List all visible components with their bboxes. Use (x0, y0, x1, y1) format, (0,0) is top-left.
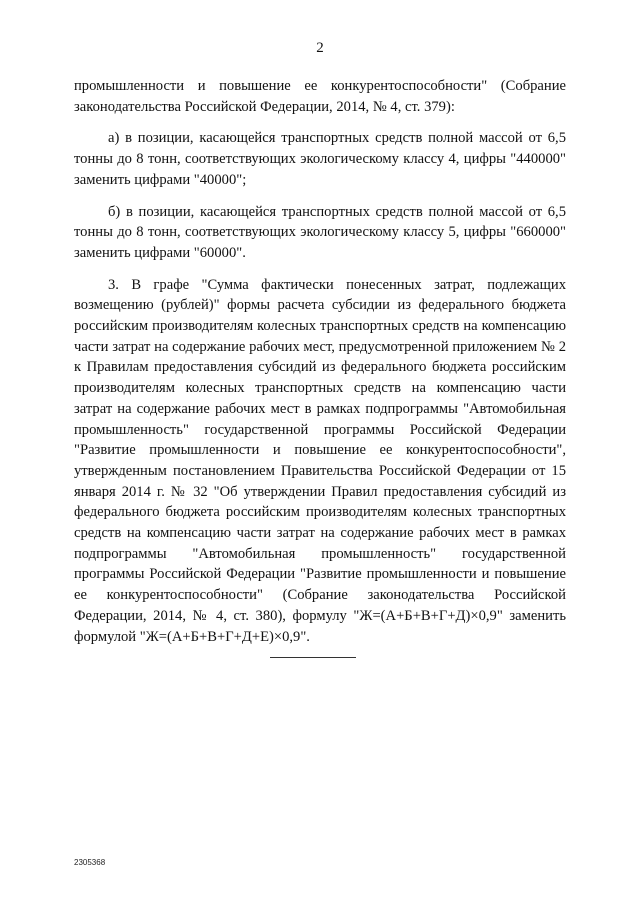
paragraph-item-3: 3. В графе "Сумма фактически понесенных затрат, подлежащих возмещению (рублей)" формы расчета субсидии из федерального бюджета российским производителям колесных транспортных средств на компенсацию части затрат на содержание рабочих мест, предусмотренной приложением № 2 к Правилам предоставления субсидий из федерального бюджета российским производителям колесных транспортных средств на компенсацию части затрат на содержание рабочих мест в рамках подпрограммы "Автомобильная промышленность" государственной программы Российской Федерации "Развитие промышленности и повышение ее конкурентоспособности", утвержденным постановлением Правительства Российской Федерации от 15 января 2014 г. № 32 "Об утверждении Правил предоставления субсидий из федерального бюджета российским производителям колесных транспортных средств на компенсацию части затрат на содержание рабочих мест в рамках подпрограммы "Автомобильная промышленность" государственной программы Российской Федерации "Развитие промышленности и повышение ее конкурентоспособности" (Собрание законодательства Российской Федерации, 2014, № 4, ст. 380), формулу "Ж=(А+Б+В+Г+Д)×0,9" заменить формулой "Ж=(А+Б+В+Г+Д+Е)×0,9". (74, 276, 566, 645)
page-number: 2 (316, 40, 324, 56)
paragraph-intro: промышленности и повышение ее конкурентоспособности" (Собрание законодательства Российской Федерации, 2014, № 4, ст. 379): (74, 78, 566, 115)
end-divider (270, 657, 356, 658)
document-code: 2305368 (74, 858, 106, 867)
paragraph-item-b: б) в позиции, касающейся транспортных средств полной массой от 6,5 тонны до 8 тонн, соответствующих экологическому классу 5, цифры "660000" заменить цифрами "60000". (74, 203, 566, 261)
document-body (74, 76, 566, 647)
paragraph-item-a: а) в позиции, касающейся транспортных средств полной массой от 6,5 тонны до 8 тонн, соответствующих экологическому классу 4, цифры "440000" заменить цифрами "40000"; (74, 130, 566, 188)
